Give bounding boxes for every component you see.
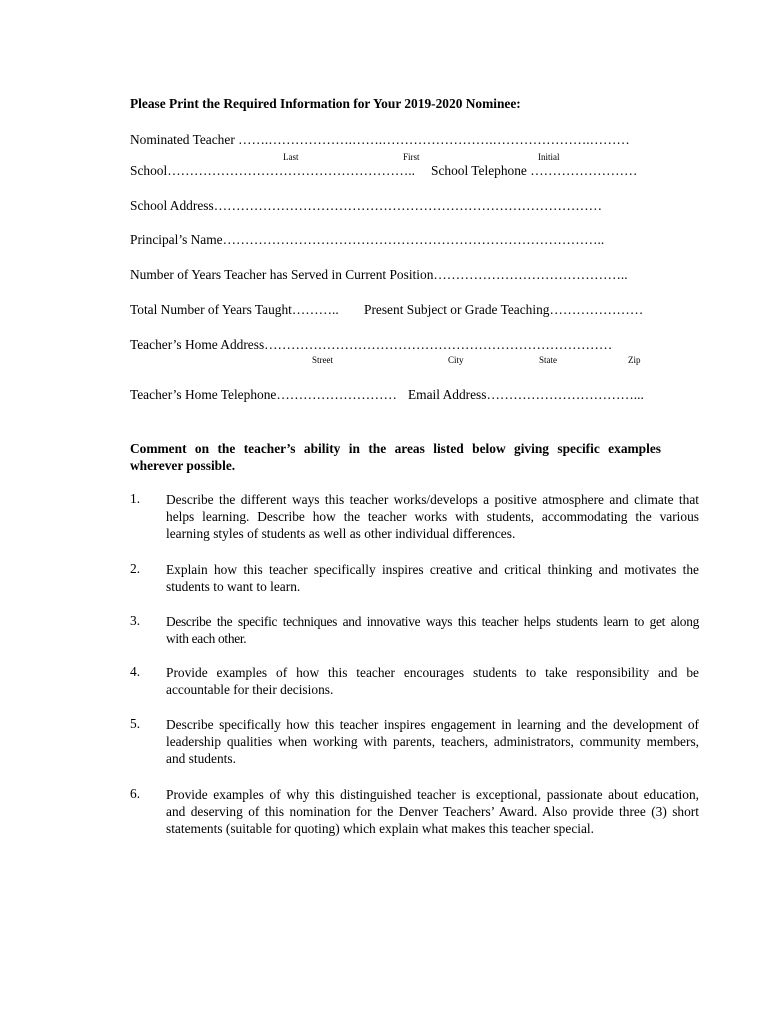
first-name-caption: First [403,152,420,162]
question-line: learning styles of students as well as other individual differences. [166,526,516,541]
question-number: 1. [130,491,141,506]
question-line: Explain how this teacher specifically inspires creative and critical thinking and motivates the [166,562,699,577]
question-line: and students. [166,751,236,766]
email-address-field: Email Address……………………………... [408,387,644,402]
state-caption: State [539,355,557,365]
question-number: 2. [130,561,141,576]
question-line: Describe the different ways this teacher works/develops a positive atmosphere and climate that [166,492,699,507]
question-number: 5. [130,716,141,731]
principal-name-field: Principal’s Name………………………………………………………………………….. [130,232,605,247]
question-text [166,491,699,542]
question-line: statements (suitable for quoting) which explain what makes this teacher special. [166,821,594,836]
question-line: helps learning. Describe how the teacher works with students, accommodating the various [166,509,699,524]
question-number: 3. [130,613,141,628]
years-current-position-field: Number of Years Teacher has Served in Current Position…………………………………….. [130,267,628,282]
city-caption: City [448,355,464,365]
home-telephone-field: Teacher’s Home Telephone……………………… [130,387,397,402]
school-telephone-field: School Telephone …………………… [431,163,638,178]
question-text [166,664,699,698]
nominated-teacher-field: Nominated Teacher …….……………….…….…………………….………………….……… [130,132,630,147]
street-caption: Street [312,355,333,365]
initial-caption: Initial [538,152,560,162]
instructions [130,440,661,474]
question-line: accountable for their decisions. [166,682,334,697]
question-line: Provide examples of how this teacher encourages students to take responsibility and be [166,665,699,680]
home-address-field: Teacher’s Home Address…………………………………………………………………… [130,337,613,352]
question-line: Provide examples of why this distinguished teacher is exceptional, passionate about education, [166,787,699,802]
present-subject-field: Present Subject or Grade Teaching………………… [364,302,644,317]
question-text [166,613,699,647]
question-line: students to want to learn. [166,579,301,594]
question-line: with each other. [166,631,247,646]
question-number: 4. [130,664,141,679]
question-line: leadership qualities when working with parents, teachers, administrators, community members, [166,734,699,749]
form-heading: Please Print the Required Information for Your 2019-2020 Nominee: [130,96,521,111]
school-address-field: School Address…………………………………………………………………………… [130,198,603,213]
school-field: School……………………………………………….. [130,163,415,178]
question-text [166,786,699,837]
total-years-taught-field: Total Number of Years Taught……….. [130,302,339,317]
instructions-line: Comment on the teacher’s ability in the areas listed below giving specific examples [130,441,661,456]
question-text [166,561,699,595]
last-name-caption: Last [283,152,299,162]
question-line: Describe the specific techniques and innovative ways this teacher helps students learn to get along [166,614,699,629]
question-line: and deserving of this nomination for the Denver Teachers’ Award. Also provide three (3) short [166,804,699,819]
question-line: Describe specifically how this teacher inspires engagement in learning and the development of [166,717,699,732]
instructions-line: wherever possible. [130,458,236,473]
zip-caption: Zip [628,355,641,365]
question-text [166,716,699,767]
question-number: 6. [130,786,141,801]
